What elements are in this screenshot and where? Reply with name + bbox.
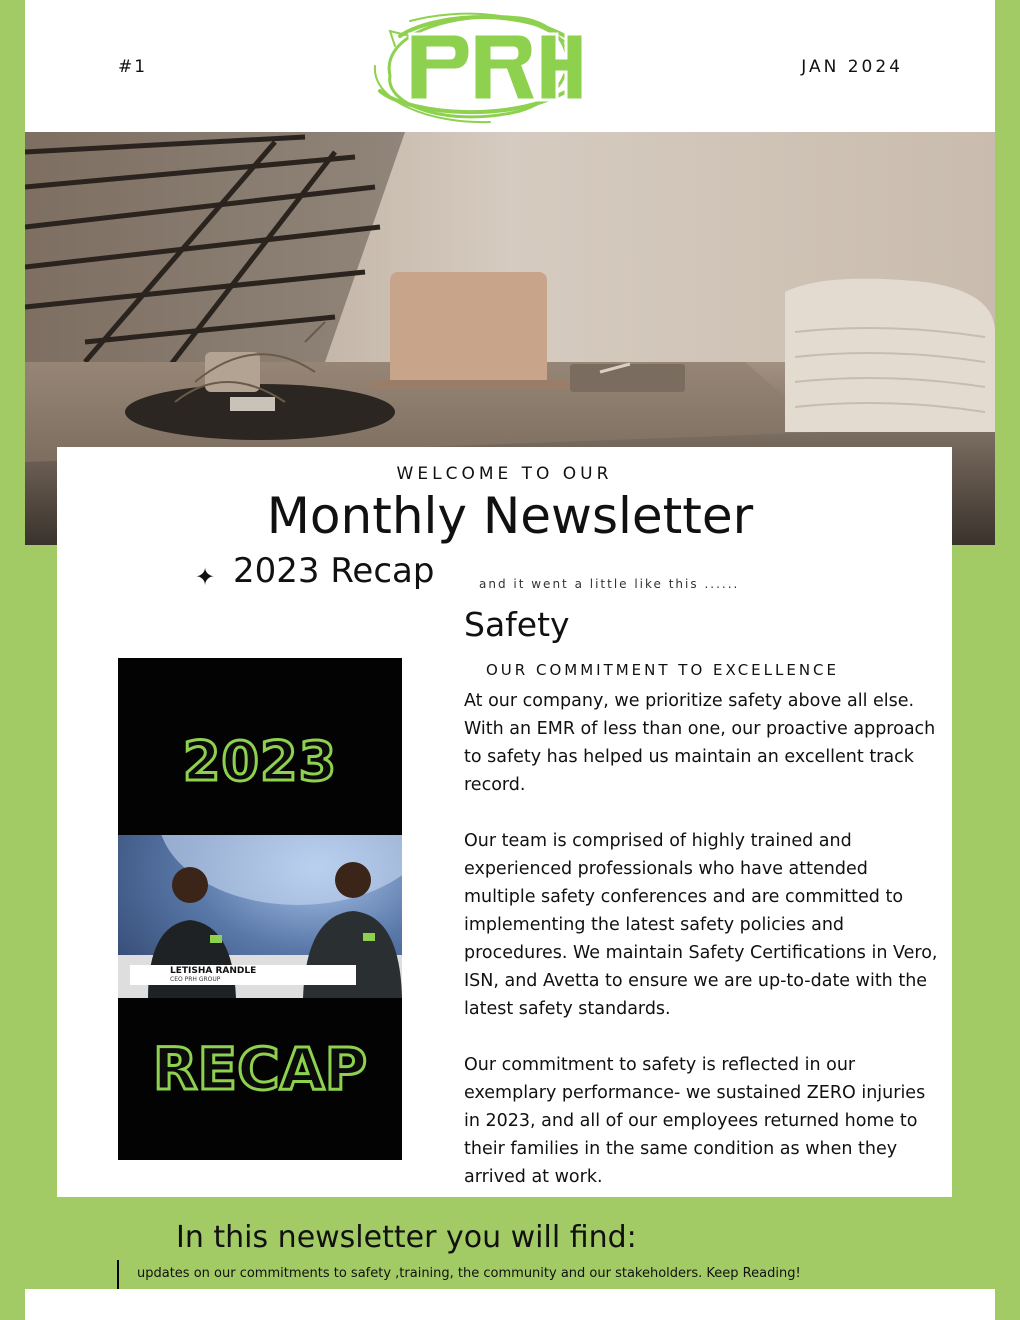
- safety-heading: Safety: [464, 605, 570, 644]
- next-page-strip: [25, 1289, 995, 1320]
- lower-third-caption: [130, 965, 356, 985]
- newsletter-title: Monthly Newsletter: [266, 487, 754, 545]
- safety-paragraph: At our company, we prioritize safety above all else. With an EMR of less than one, our proactive approach to safety has helped us maintain an excellent track record.: [464, 691, 936, 795]
- issue-date: JAN 2024: [801, 57, 903, 77]
- caption-role: CEO PRH GROUP: [170, 976, 221, 983]
- issue-number: #1: [118, 57, 148, 77]
- thumbnail-year-text: 2023: [182, 730, 338, 793]
- contents-heading: In this newsletter you will find:: [176, 1220, 637, 1255]
- recap-subtitle: and it went a little like this ......: [479, 577, 740, 591]
- safety-body: [464, 687, 940, 1191]
- interview-still: [118, 835, 402, 998]
- safety-tagline: OUR COMMITMENT TO EXCELLENCE: [486, 661, 840, 679]
- recap-video-thumbnail[interactable]: [118, 658, 402, 1160]
- content-card: [57, 447, 952, 1197]
- prh-logo: [370, 6, 585, 126]
- sparkle-icon: ✦: [195, 563, 216, 591]
- contents-description: updates on our commitments to safety ,training, the community and our stakeholders. Keep Reading!: [137, 1266, 801, 1281]
- recap-title: 2023 Recap: [233, 551, 435, 591]
- welcome-label: WELCOME TO OUR: [396, 464, 613, 484]
- safety-paragraph: Our team is comprised of highly trained and experienced professionals who have attended multiple safety conferences and are committed to implementing the latest safety policies and procedures. We maintain Safety Certifications in Vero, ISN, and Avetta to ensure we are up-to-date with the latest safety standards.: [464, 831, 938, 1019]
- newsletter-header: [25, 0, 995, 132]
- thumbnail-recap-text: RECAP: [152, 1035, 368, 1103]
- safety-paragraph: Our commitment to safety is reflected in our exemplary performance- we sustained ZERO injuries in 2023, and all of our employees returned home to their families in the same condition as when they arrived at work.: [464, 1055, 926, 1187]
- caption-name: LETISHA RANDLE: [170, 966, 257, 976]
